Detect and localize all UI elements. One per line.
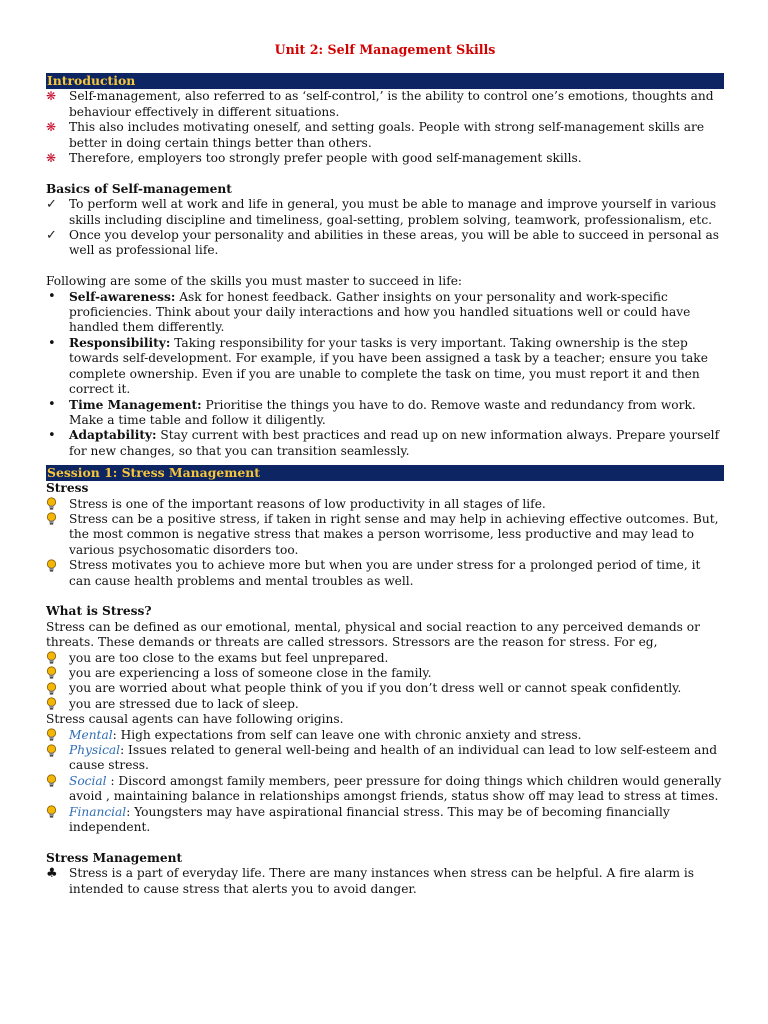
club-bullet-icon: ♣ [46,866,58,882]
list-item [46,866,724,897]
spacer [46,259,724,274]
origin-term: Mental [69,727,113,742]
list-item [46,497,724,512]
bullet-dot-icon: • [48,428,56,444]
list-item-text: Self-management, also referred to as ‘self-control,’ is the ability to control one’s emotions, thoughts and behaviour effectively in different situations. [69,89,714,119]
checkmark-icon: ✓ [46,197,57,213]
skill-term: Time Management: [69,397,202,412]
lightbulb-icon [46,558,62,573]
checkmark-icon: ✓ [46,227,57,243]
stress-management-heading: Stress Management [46,850,183,865]
list-item [46,290,724,336]
basics-heading: Basics of Self-management [46,181,232,196]
list-item [46,743,724,774]
skill-text: Ask for honest feedback. Gather insights on your personality and work-specific proficiencies. Think about your daily interactions and how you handled situations well or could have handled them differently. [69,289,691,335]
lightbulb-icon [46,774,62,789]
list-item-text: Stress motivates you to achieve more but when you are under stress for a prolonged period of time, it can cause health problems and mental troubles as well. [69,558,701,588]
list-item [46,805,724,836]
list-item [46,774,724,805]
what-is-stress-paragraph: Stress can be defined as our emotional, mental, physical and social reaction to any perceived demands or threats. These demands or threats are called stressors. Stressors are the reason for stress. For eg, [46,619,700,650]
list-item-text: This also includes motivating oneself, and setting goals. People with strong self-management skills are better in doing certain things better than others. [69,120,705,150]
spacer [46,589,724,604]
spacer [46,166,724,181]
list-item [46,681,724,696]
stress-management-list [46,866,724,897]
origins-list [46,728,724,836]
lightbulb-icon [46,805,62,820]
unit-title: Unit 2: Self Management Skills [274,42,496,57]
list-item-text: Stress is one of the important reasons of low productivity in all stages of life. [69,496,546,511]
origin-term: Physical [69,743,121,758]
star-bullet-icon: ❋ [46,120,57,135]
list-item-text: To perform well at work and life in general, you must be able to manage and improve yourself in various skills including discipline and timeliness, goal-setting, problem solving, teamwork, professionalism, etc. [69,197,717,227]
origin-term: Financial [69,804,127,819]
basics-list [46,197,724,259]
origin-text: : Issues related to general well-being and health of an individual can lead to low self-esteem and cause stress. [69,743,718,773]
list-item [46,398,724,429]
list-item-text: you are worried about what people think of you if you don’t dress well or cannot speak confidently. [69,681,682,696]
list-item-text: you are stressed due to lack of sleep. [69,696,299,711]
session1-band: Session 1: Stress Management [46,465,724,481]
lightbulb-icon [46,651,62,666]
lightbulb-icon [46,728,62,743]
list-item-text: you are too close to the exams but feel unprepared. [69,650,389,665]
list-item [46,228,724,259]
list-item [46,120,724,151]
skill-term: Self-awareness: [69,289,176,304]
list-item-text: Stress can be a positive stress, if taken in right sense and may help in achieving effective outcomes. But, the most common is negative stress that makes a person worrisome, less productive and may lead to various psychosomatic disorders too. [69,511,719,557]
origin-text: : Discord amongst family members, peer pressure for doing things which children would generally avoid , maintaining balance in relationships amongst friends, status show off may lead to stress at times. [69,773,722,804]
list-item [46,651,724,666]
origin-text: : Youngsters may have aspirational financial stress. This may be of becoming financially independent. [69,804,670,835]
list-item-text: Therefore, employers too strongly prefer people with good self-management skills. [69,151,582,166]
bullet-dot-icon: • [48,335,56,351]
list-item [46,558,724,589]
introduction-band: Introduction [46,73,724,89]
list-item [46,666,724,681]
list-item [46,197,724,228]
skill-text: Stay current with best practices and read up on new information always. Prepare yourself for new changes, so that you can transition seamlessly. [69,428,720,458]
list-item-text: Once you develop your personality and abilities in these areas, you will be able to succeed in personal as well as professional life. [69,228,719,258]
skill-term: Adaptability: [69,428,157,443]
list-item [46,697,724,712]
list-item [46,336,724,398]
stress-list [46,497,724,589]
examples-list [46,651,724,713]
intro-list [46,89,724,166]
list-item [46,151,724,166]
document-page [46,42,724,897]
star-bullet-icon: ❋ [46,150,57,165]
skill-text: Taking responsibility for your tasks is very important. Taking ownership is the step towards self-development. For example, if you have been assigned a task by a teacher; ensure you take complete ownership. Even if you are unable to complete the task on time, you must report it and then correct it. [69,335,708,397]
lightbulb-icon [46,743,62,758]
bullet-dot-icon: • [48,397,56,413]
spacer [46,835,724,850]
list-item-text: Stress is a part of everyday life. There are many instances when stress can be helpful. A fire alarm is intended to cause stress that alerts you to avoid danger. [69,866,695,896]
lightbulb-icon [46,666,62,681]
stress-heading: Stress [46,481,89,496]
lightbulb-icon [46,497,62,512]
lightbulb-icon [46,512,62,527]
lightbulb-icon [46,681,62,696]
origin-text: : High expectations from self can leave one with chronic anxiety and stress. [112,727,582,742]
skills-list [46,290,724,459]
lightbulb-icon [46,697,62,712]
what-is-stress-heading: What is Stress? [46,604,152,619]
skill-term: Responsibility: [69,335,171,350]
skill-text: Prioritise the things you have to do. Remove waste and redundancy from work. Make a time table and follow it diligently. [69,397,696,427]
bullet-dot-icon: • [48,289,56,305]
list-item [46,428,724,459]
origin-term: Social [69,773,107,788]
list-item [46,89,724,120]
origins-intro: Stress causal agents can have following origins. [46,712,344,727]
list-item-text: you are experiencing a loss of someone close in the family. [69,665,432,680]
list-item [46,512,724,558]
list-item [46,728,724,743]
skills-intro: Following are some of the skills you must master to succeed in life: [46,274,463,289]
star-bullet-icon: ❋ [46,89,57,104]
